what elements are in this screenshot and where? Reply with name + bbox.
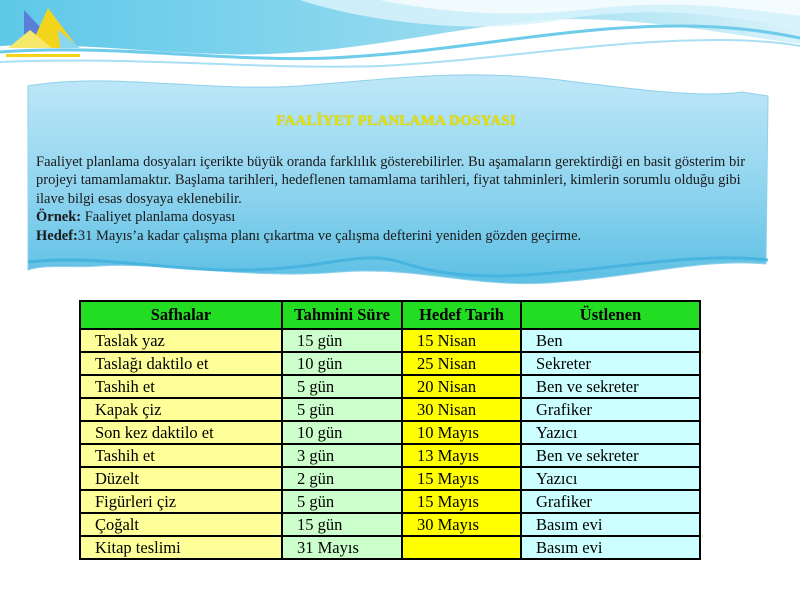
phase-cell: Taslak yaz — [80, 329, 282, 352]
table-row — [80, 536, 700, 559]
duration-cell: 15 gün — [282, 513, 402, 536]
description-paragraph: Faaliyet planlama dosyaları içerikte büyük oranda farklılık gösterebilirler. Bu aşamaların gerektirdiği en basit gösterim bir projeyi tamamlamaktır. Başlama tarihleri, hedeflenen tamamlama tarihleri, fiyat tahminleri, kimlerin sorumlu olduğu gibi ilave bilgi esas dosyaya eklenebilir. — [36, 153, 746, 207]
description-block — [36, 112, 756, 245]
phase-cell: Figürleri çiz — [80, 490, 282, 513]
example-label: Örnek: — [36, 209, 82, 225]
target-date-cell: 13 Mayıs — [402, 444, 521, 467]
duration-cell: 10 gün — [282, 352, 402, 375]
target-date-cell: 15 Nisan — [402, 329, 521, 352]
target-date-cell: 10 Mayıs — [402, 421, 521, 444]
header-cell: Üstlenen — [521, 301, 700, 329]
target-date-cell: 20 Nisan — [402, 375, 521, 398]
assignee-cell: Sekreter — [521, 352, 700, 375]
assignee-cell: Grafiker — [521, 398, 700, 421]
phase-cell: Çoğalt — [80, 513, 282, 536]
table-row — [80, 444, 700, 467]
target-date-cell: 15 Mayıs — [402, 467, 521, 490]
phase-cell: Son kez daktilo et — [80, 421, 282, 444]
document-title: FAALİYET PLANLAMA DOSYASI — [276, 113, 516, 129]
target-date-cell: 15 Mayıs — [402, 490, 521, 513]
phase-cell: Taslağı daktilo et — [80, 352, 282, 375]
goal-label: Hedef: — [36, 227, 78, 244]
example-line — [36, 208, 756, 227]
phase-cell: Tashih et — [80, 444, 282, 467]
target-date-cell: 25 Nisan — [402, 352, 521, 375]
table-body — [80, 329, 700, 559]
duration-cell: 5 gün — [282, 375, 402, 398]
assignee-cell: Ben — [521, 329, 700, 352]
table-header-row — [80, 301, 700, 329]
header-cell: Tahmini Süre — [282, 301, 402, 329]
header-cell: Hedef Tarih — [402, 301, 521, 329]
table-row — [80, 421, 700, 444]
assignee-cell: Yazıcı — [521, 421, 700, 444]
assignee-cell: Ben ve sekreter — [521, 375, 700, 398]
table-row — [80, 513, 700, 536]
table-row — [80, 352, 700, 375]
duration-cell: 10 gün — [282, 421, 402, 444]
goal-line — [36, 227, 756, 246]
table-row — [80, 490, 700, 513]
assignee-cell: Grafiker — [521, 490, 700, 513]
activity-plan-table — [79, 300, 701, 560]
assignee-cell: Ben ve sekreter — [521, 444, 700, 467]
target-date-cell — [402, 536, 521, 559]
header-cell: Safhalar — [80, 301, 282, 329]
target-date-cell: 30 Nisan — [402, 398, 521, 421]
duration-cell: 5 gün — [282, 490, 402, 513]
top-wave-banner — [0, 0, 800, 67]
phase-cell: Kitap teslimi — [80, 536, 282, 559]
duration-cell: 15 gün — [282, 329, 402, 352]
target-date-cell: 30 Mayıs — [402, 513, 521, 536]
table-row — [80, 398, 700, 421]
duration-cell: 5 gün — [282, 398, 402, 421]
example-text: Faaliyet planlama dosyası — [81, 209, 236, 225]
duration-cell: 2 gün — [282, 467, 402, 490]
table-row — [80, 467, 700, 490]
phase-cell: Düzelt — [80, 467, 282, 490]
goal-text: 31 Mayıs’a kadar çalışma planı çıkartma ve çalışma defterini yeniden gözden geçirme. — [77, 227, 582, 244]
assignee-cell: Basım evi — [521, 536, 700, 559]
phase-cell: Kapak çiz — [80, 398, 282, 421]
assignee-cell: Basım evi — [521, 513, 700, 536]
duration-cell: 31 Mayıs — [282, 536, 402, 559]
duration-cell: 3 gün — [282, 444, 402, 467]
table-row — [80, 329, 700, 352]
phase-cell: Tashih et — [80, 375, 282, 398]
table-row — [80, 375, 700, 398]
assignee-cell: Yazıcı — [521, 467, 700, 490]
